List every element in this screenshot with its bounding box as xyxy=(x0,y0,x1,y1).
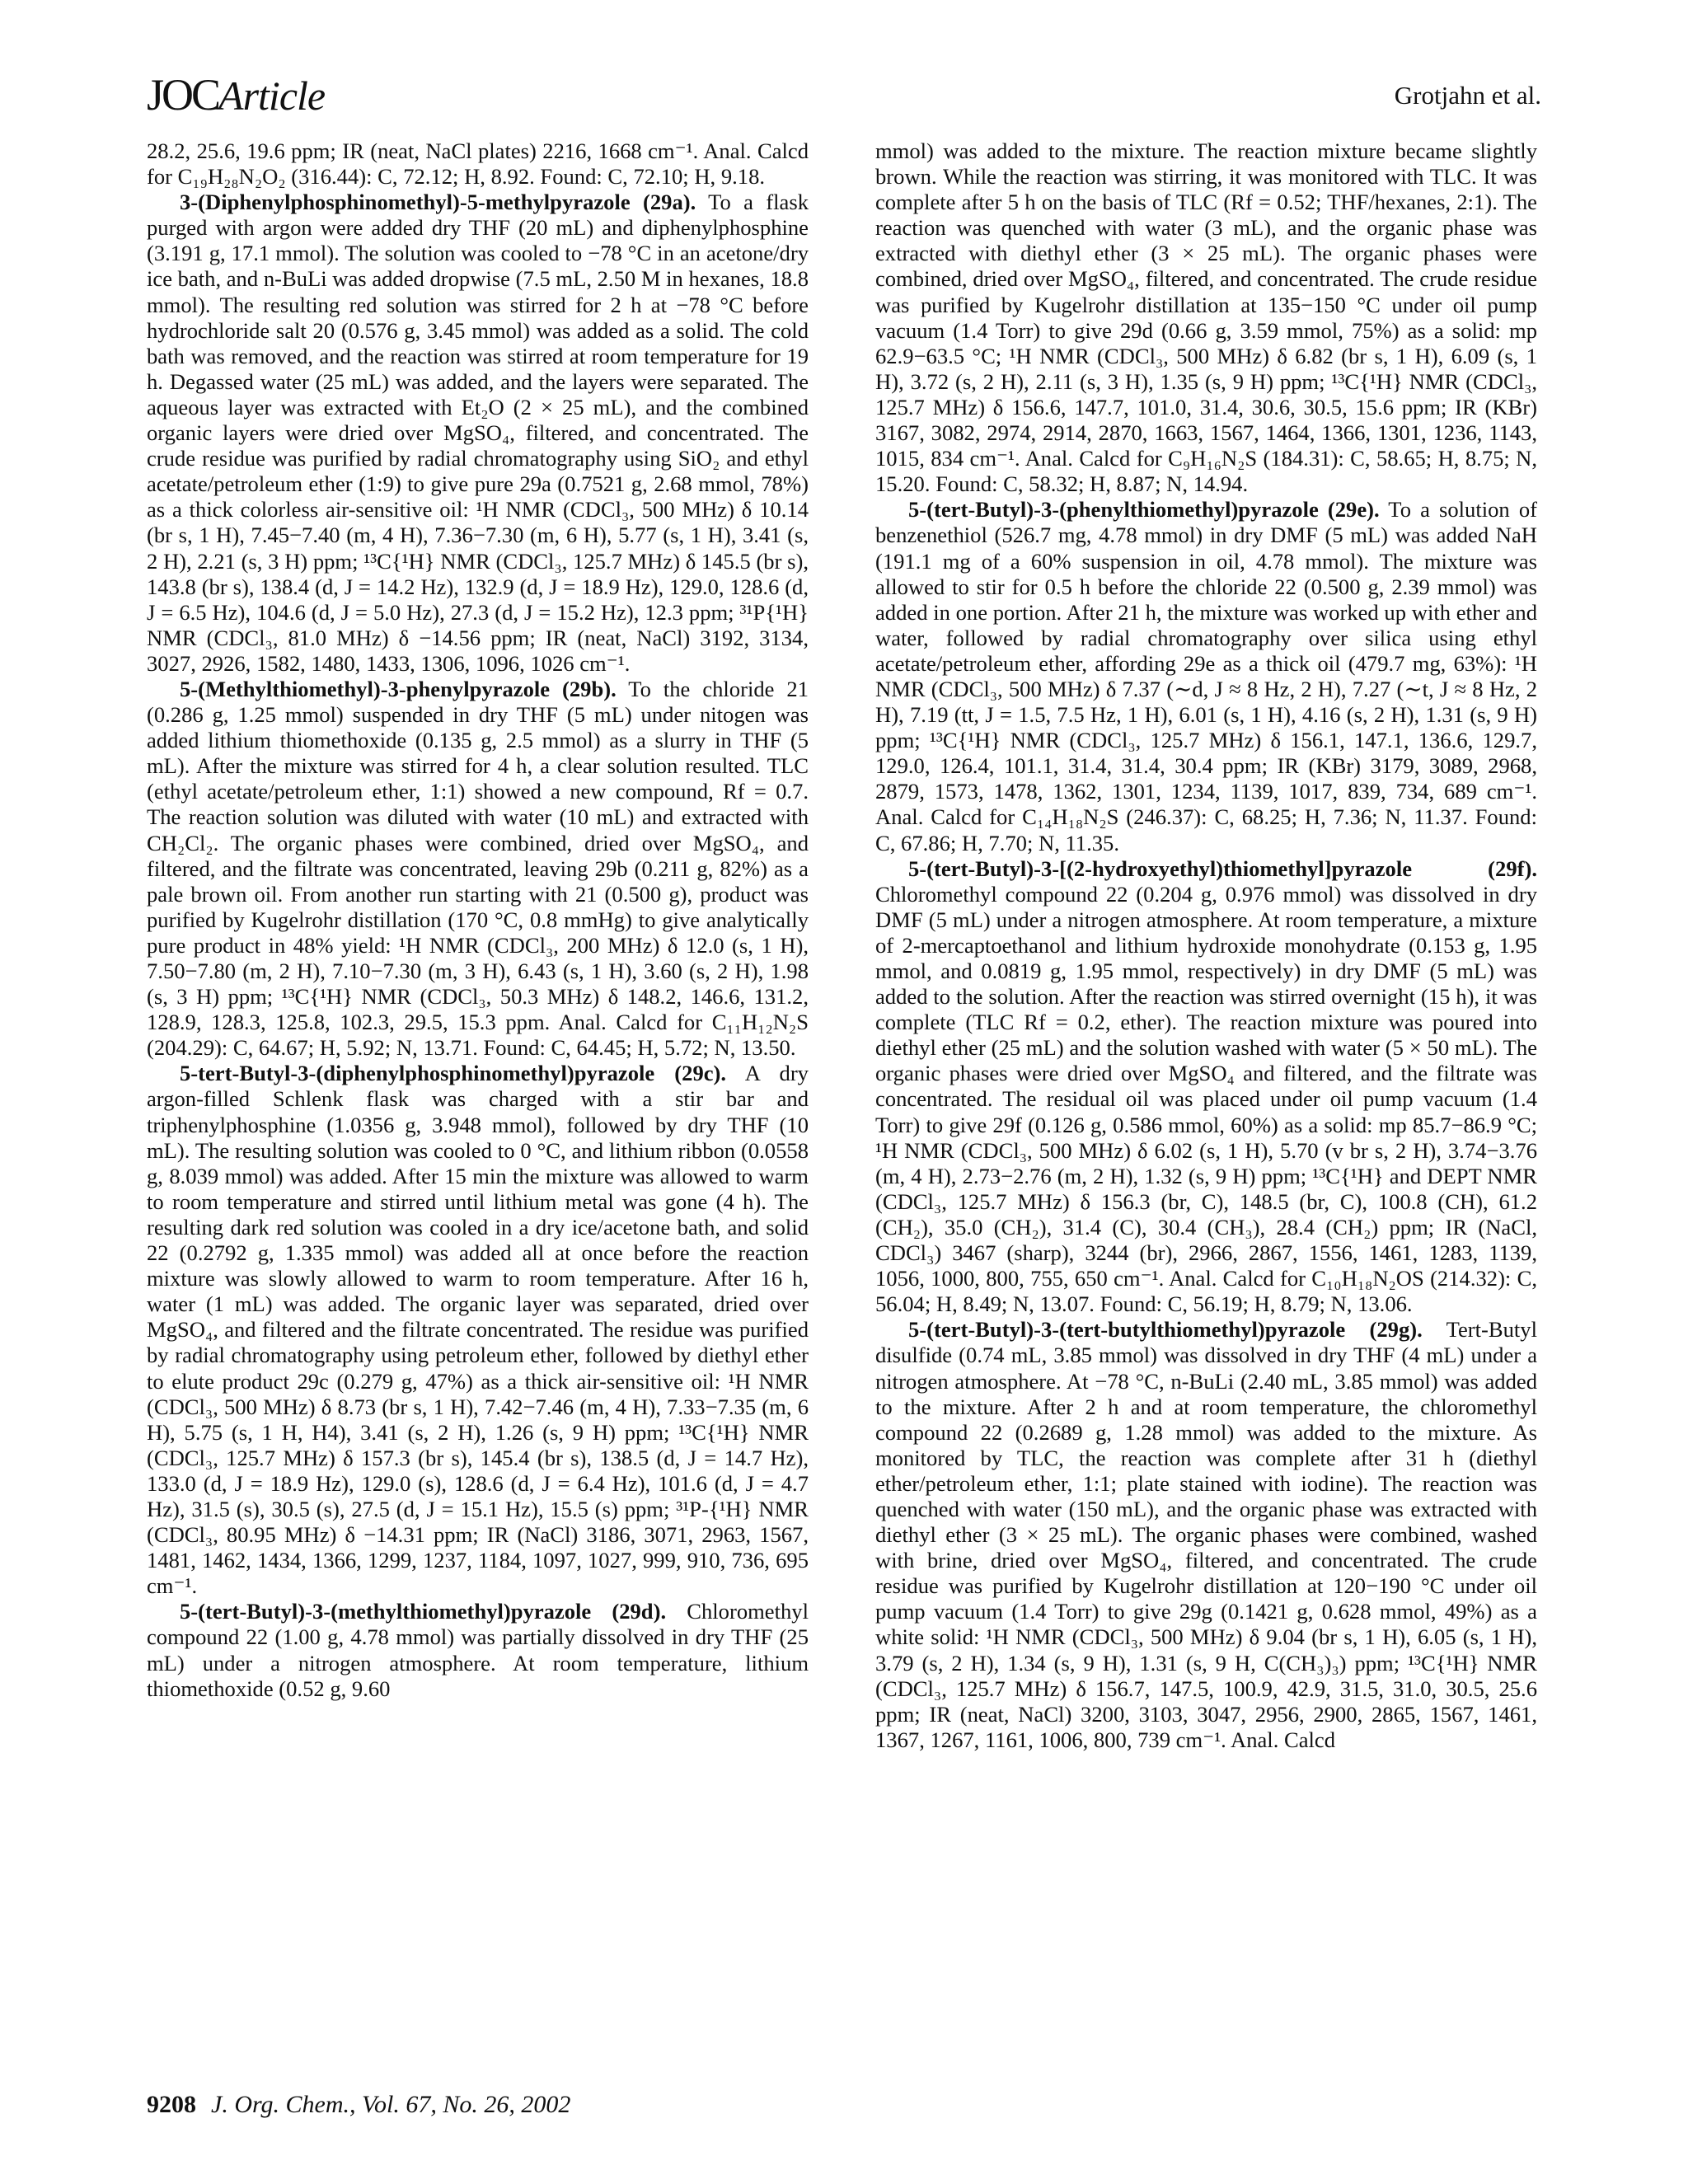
compound-heading-29a: 3-(Diphenylphosphinomethyl)-5-methylpyrazole (29a). xyxy=(180,190,696,215)
paragraph-continuation xyxy=(147,138,809,190)
paragraph-29g xyxy=(875,1317,1537,1753)
paragraph-text: 28.2, 25.6, 19.6 ppm; IR (neat, NaCl plates) 2216, 1668 cm⁻¹. Anal. Calcd for C₁₉H₂₈N₂O₂ (316.44): C, 72.12; H, 8.92. Found: C, 72.10; H, 9.18. xyxy=(147,138,809,190)
journal-logo xyxy=(147,69,325,120)
paragraph-text: A dry argon-filled Schlenk flask was charged with a stir bar and triphenylphosphine (1.0356 g, 3.948 mmol), followed by dry THF (10 mL). The resulting solution was cooled to 0 °C, and lithium ribbon (0.0558 g, 8.039 mmol) was added. After 15 min the mixture was allowed to warm to room temperature and stirred until lithium metal was gone (4 h). The resulting dark red solution was cooled in a dry ice/acetone bath, and solid 22 (0.2792 g, 1.335 mmol) was added all at once before the reaction mixture was slowly allowed to warm to room temperature. After 16 h, water (1 mL) was added. The organic layer was separated, dried over MgSO₄, and filtered and the filtrate concentrated. The residue was purified by radial chromatography using petroleum ether, followed by diethyl ether to elute product 29c (0.279 g, 47%) as a thick air-sensitive oil: ¹H NMR (CDCl₃, 500 MHz) δ 8.73 (br s, 1 H), 7.42−7.46 (m, 4 H), 7.33−7.35 (m, 6 H), 5.75 (s, 1 H, H4), 3.41 (s, 2 H), 1.26 (s, 9 H) ppm; ¹³C{¹H} NMR (CDCl₃, 125.7 MHz) δ 157.3 (br s), 145.4 (br s), 138.5 (d, J = 14.7 Hz), 133.0 (d, J = 18.9 Hz), 129.0 (s), 128.6 (d, J = 6.4 Hz), 101.6 (d, J = 4.7 Hz), 31.5 (s), 30.5 (s), 27.5 (d, J = 15.1 Hz), 15.5 (s) ppm; ³¹P-{¹H} NMR (CDCl₃, 80.95 MHz) δ −14.31 ppm; IR (NaCl) 3186, 3071, 2963, 1567, 1481, 1462, 1434, 1366, 1299, 1237, 1184, 1097, 1027, 999, 910, 736, 695 cm⁻¹. xyxy=(147,1061,809,1599)
paragraph-29d xyxy=(147,1599,809,1701)
journal-logo-article: Article xyxy=(218,73,326,119)
compound-heading-29f: 5-(tert-Butyl)-3-[(2-hydroxyethyl)thiomethyl]pyrazole (29f). xyxy=(908,855,1537,881)
paragraph-continuation xyxy=(875,138,1537,497)
compound-heading-29c: 5-tert-Butyl-3-(diphenylphosphinomethyl)pyrazole (29c). xyxy=(180,1061,727,1086)
running-header-authors: Grotjahn et al. xyxy=(1394,81,1541,110)
paragraph-text: Tert-Butyl disulfide (0.74 mL, 3.85 mmol) was dissolved in dry THF (4 mL) under a nitrogen atmosphere. At −78 °C, n-BuLi (2.40 mL, 3.85 mmol) was added to the mixture. After 2 h and at room temperature, the chloromethyl compound 22 (0.2689 g, 1.28 mmol) was added to the mixture. As monitored by TLC, the reaction was complete after 31 h (diethyl ether/petroleum ether, 1:1; plate stained with iodine). The reaction was quenched with water (150 mL), and the organic phase was extracted with diethyl ether (3 × 25 mL). The organic phases were combined, washed with brine, dried over MgSO₄, filtered, and concentrated. The crude residue was purified by Kugelrohr distillation at 120−190 °C under oil pump vacuum (1.4 Torr) to give 29g (0.1421 g, 0.628 mmol, 49%) as a white solid: ¹H NMR (CDCl₃, 500 MHz) δ 9.04 (br s, 1 H), 6.05 (s, 1 H), 3.79 (s, 2 H), 1.34 (s, 9 H), 1.31 (s, 9 H, C(CH₃)₃) ppm; ¹³C{¹H} NMR (CDCl₃, 125.7 MHz) δ 156.7, 147.5, 100.9, 42.9, 31.5, 31.0, 30.5, 25.6 ppm; IR (neat, NaCl) 3200, 3103, 3047, 2956, 2900, 2865, 1567, 1461, 1367, 1267, 1161, 1006, 800, 739 cm⁻¹. Anal. Calcd xyxy=(875,1317,1537,1752)
page-footer xyxy=(147,2091,570,2119)
paragraph-text: Chloromethyl compound 22 (0.204 g, 0.976 mmol) was dissolved in dry DMF (5 mL) under a nitrogen atmosphere. At room temperature, a mixture of 2-mercaptoethanol and lithium hydroxide monohydrate (0.153 g, 1.95 mmol, and 0.0819 g, 1.95 mmol, respectively) in dry DMF (5 mL) was added to the solution. After the reaction was stirred overnight (15 h), it was complete (TLC Rf = 0.2, ether). The reaction mixture was poured into diethyl ether (25 mL) and the solution washed with water (5 × 50 mL). The organic phases were dried over MgSO₄ and filtered, and the filtrate was concentrated. The residual oil was placed under oil pump vacuum (1.4 Torr) to give 29f (0.126 g, 0.586 mmol, 60%) as a solid: mp 85.7−86.9 °C; ¹H NMR (CDCl₃, 500 MHz) δ 6.02 (s, 1 H), 5.70 (v br s, 2 H), 3.74−3.76 (m, 4 H), 2.73−2.76 (m, 2 H), 1.32 (s, 9 H) ppm; ¹³C{¹H} and DEPT NMR (CDCl₃, 125.7 MHz) δ 156.3 (br, C), 148.5 (br, C), 100.8 (CH), 61.2 (CH₂), 35.0 (CH₂), 31.4 (C), 30.4 (CH₃), 28.4 (CH₂) ppm; IR (NaCl, CDCl₃) 3467 (sharp), 3244 (br), 2966, 2867, 1556, 1461, 1283, 1139, 1056, 1000, 800, 755, 650 cm⁻¹. Anal. Calcd for C₁₀H₁₈N₂OS (214.32): C, 56.04; H, 8.49; N, 13.07. Found: C, 56.19; H, 8.79; N, 13.06. xyxy=(875,881,1537,1317)
paragraph-text: Chloromethyl compound 22 (1.00 g, 4.78 mmol) was partially dissolved in dry THF (25 mL) under a nitrogen atmosphere. At room temperature, lithium thiomethoxide (0.52 g, 9.60 xyxy=(147,1599,809,1701)
left-column xyxy=(147,138,809,1702)
paragraph-29b xyxy=(147,677,809,1061)
compound-heading-29d: 5-(tert-Butyl)-3-(methylthiomethyl)pyrazole (29d). xyxy=(180,1599,667,1624)
right-column xyxy=(875,138,1537,1753)
journal-citation: J. Org. Chem., Vol. 67, No. 26, 2002 xyxy=(211,2091,571,2118)
page-number: 9208 xyxy=(147,2091,196,2118)
paragraph-29e xyxy=(875,497,1537,855)
journal-logo-joc: JOC xyxy=(147,70,219,120)
paragraph-text: mmol) was added to the mixture. The reaction mixture became slightly brown. While the reaction was stirring, it was monitored with TLC. It was complete after 5 h on the basis of TLC (Rf = 0.52; THF/hexanes, 2:1). The reaction was quenched with water (3 mL), and the organic phase was extracted with diethyl ether (3 × 25 mL). The organic phases were combined, dried over MgSO₄, filtered, and concentrated. The crude residue was purified by Kugelrohr distillation at 135−150 °C under oil pump vacuum (1.4 Torr) to give 29d (0.66 g, 3.59 mmol, 75%) as a solid: mp 62.9−63.5 °C; ¹H NMR (CDCl₃, 500 MHz) δ 6.82 (br s, 1 H), 6.09 (s, 1 H), 3.72 (s, 2 H), 2.11 (s, 3 H), 1.35 (s, 9 H) ppm; ¹³C{¹H} NMR (CDCl₃, 125.7 MHz) δ 156.6, 147.7, 101.0, 31.4, 30.6, 30.5, 15.6 ppm; IR (KBr) 3167, 3082, 2974, 2914, 2870, 1663, 1567, 1464, 1366, 1301, 1236, 1143, 1015, 834 cm⁻¹. Anal. Calcd for C₉H₁₆N₂S (184.31): C, 58.65; H, 8.75; N, 15.20. Found: C, 58.32; H, 8.87; N, 14.94. xyxy=(875,138,1537,497)
paragraph-29c xyxy=(147,1061,809,1599)
paragraph-text: To the chloride 21 (0.286 g, 1.25 mmol) suspended in dry THF (5 mL) under nitogen was added lithium thiomethoxide (0.135 g, 2.5 mmol) as a slurry in THF (5 mL). After the mixture was stirred for 4 h, a clear solution resulted. TLC (ethyl acetate/petroleum ether, 1:1) showed a new compound, Rf = 0.7. The reaction solution was diluted with water (10 mL) and extracted with CH₂Cl₂. The organic phases were combined, dried over MgSO₄, and filtered, and the filtrate was concentrated, leaving 29b (0.211 g, 82%) as a pale brown oil. From another run starting with 21 (0.500 g), product was purified by Kugelrohr distillation (170 °C, 0.8 mmHg) to give analytically pure product in 48% yield: ¹H NMR (CDCl₃, 200 MHz) δ 12.0 (s, 1 H), 7.50−7.80 (m, 2 H), 7.10−7.30 (m, 3 H), 6.43 (s, 1 H), 3.60 (s, 2 H), 1.98 (s, 3 H) ppm; ¹³C{¹H} NMR (CDCl₃, 50.3 MHz) δ 148.2, 146.6, 131.2, 128.9, 128.3, 125.8, 102.3, 29.5, 15.3 ppm. Anal. Calcd for C₁₁H₁₂N₂S (204.29): C, 64.67; H, 5.92; N, 13.71. Found: C, 64.45; H, 5.72; N, 13.50. xyxy=(147,676,809,1061)
page-header xyxy=(147,69,1541,127)
compound-heading-29e: 5-(tert-Butyl)-3-(phenylthiomethyl)pyrazole (29e). xyxy=(908,497,1380,523)
paragraph-text: To a solution of benzenethiol (526.7 mg, 4.78 mmol) in dry DMF (5 mL) was added NaH (191.1 mg of a 60% suspension in oil, 4.78 mmol). The mixture was allowed to stir for 0.5 h before the chloride 22 (0.500 g, 2.39 mmol) was added in one portion. After 21 h, the mixture was worked up with ether and water, followed by radial chromatography over silica using ethyl acetate/petroleum ether, affording 29e as a thick oil (479.7 mg, 63%): ¹H NMR (CDCl₃, 500 MHz) δ 7.37 (∼d, J ≈ 8 Hz, 2 H), 7.27 (∼t, J ≈ 8 Hz, 2 H), 7.19 (tt, J = 1.5, 7.5 Hz, 1 H), 6.01 (s, 1 H), 4.16 (s, 2 H), 1.31 (s, 9 H) ppm; ¹³C{¹H} NMR (CDCl₃, 125.7 MHz) δ 156.1, 147.1, 136.6, 129.7, 129.0, 126.4, 101.1, 31.4, 31.4, 30.4 ppm; IR (KBr) 3179, 3089, 2968, 2879, 1573, 1478, 1362, 1301, 1234, 1139, 1017, 839, 734, 689 cm⁻¹. Anal. Calcd for C₁₄H₁₈N₂S (246.37): C, 68.25; H, 7.36; N, 11.37. Found: C, 67.86; H, 7.70; N, 11.35. xyxy=(875,497,1537,855)
compound-heading-29b: 5-(Methylthiomethyl)-3-phenylpyrazole (29b). xyxy=(180,676,617,701)
paragraph-text: To a flask purged with argon were added dry THF (20 mL) and diphenylphosphine (3.191 g, 17.1 mmol). The solution was cooled to −78 °C in an acetone/dry ice bath, and n-BuLi was added dropwise (7.5 mL, 2.50 M in hexanes, 18.8 mmol). The resulting red solution was stirred for 2 h at −78 °C before hydrochloride salt 20 (0.576 g, 3.45 mmol) was added as a solid. The cold bath was removed, and the reaction was stirred at room temperature for 19 h. Degassed water (25 mL) was added, and the layers were separated. The aqueous layer was extracted with Et₂O (2 × 25 mL), and the combined organic layers were dried over MgSO₄, filtered, and concentrated. The crude residue was purified by radial chromatography using SiO₂ and ethyl acetate/petroleum ether (1:9) to give pure 29a (0.7521 g, 2.68 mmol, 78%) as a thick colorless air-sensitive oil: ¹H NMR (CDCl₃, 500 MHz) δ 10.14 (br s, 1 H), 7.45−7.40 (m, 4 H), 7.36−7.30 (m, 6 H), 5.77 (s, 1 H), 3.41 (s, 2 H), 2.21 (s, 3 H) ppm; ¹³C{¹H} NMR (CDCl₃, 125.7 MHz) δ 145.5 (br s), 143.8 (br s), 138.4 (d, J = 14.2 Hz), 132.9 (d, J = 18.9 Hz), 129.0, 128.6 (d, J = 6.5 Hz), 104.6 (d, J = 5.0 Hz), 27.3 (d, J = 15.2 Hz), 12.3 ppm; ³¹P{¹H} NMR (CDCl₃, 81.0 MHz) δ −14.56 ppm; IR (neat, NaCl) 3192, 3134, 3027, 2926, 1582, 1480, 1433, 1306, 1096, 1026 cm⁻¹. xyxy=(147,190,809,676)
paragraph-29a xyxy=(147,190,809,677)
compound-heading-29g: 5-(tert-Butyl)-3-(tert-butylthiomethyl)pyrazole (29g). xyxy=(908,1317,1423,1343)
paragraph-29f xyxy=(875,856,1537,1318)
